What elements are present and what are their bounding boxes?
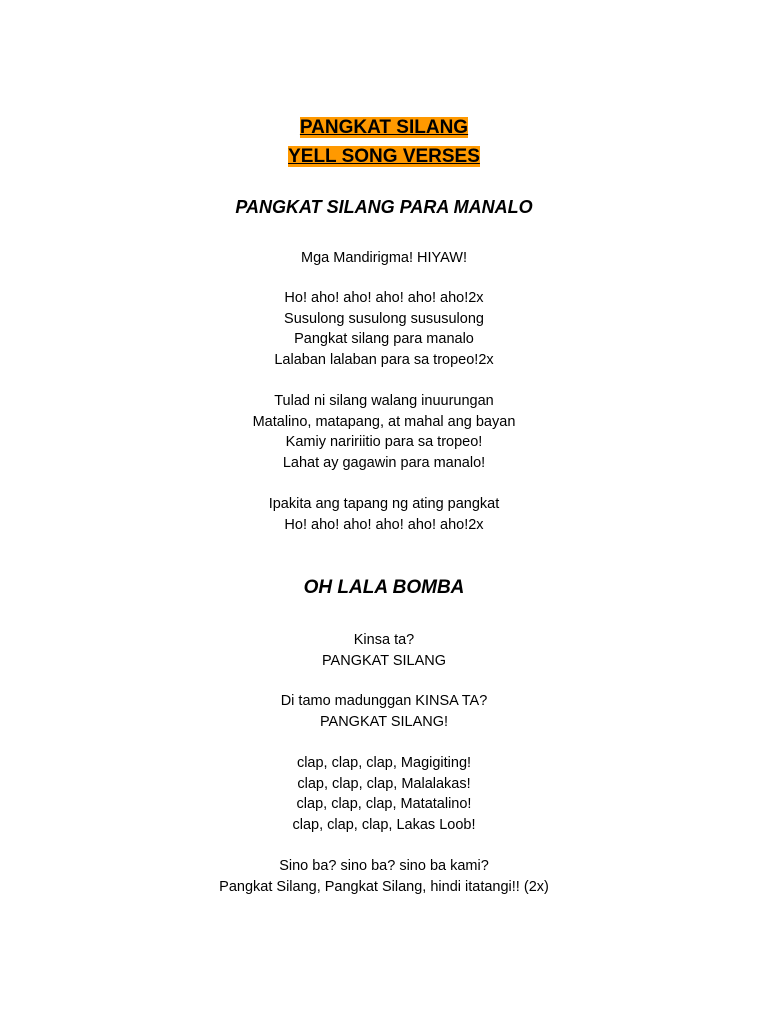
verse-line: Tulad ni silang walang inuurungan bbox=[274, 393, 494, 409]
verse-line: Lalaban lalaban para sa tropeo!2x bbox=[274, 351, 494, 368]
verse-line: Ho! aho! aho! aho! aho! aho!2x bbox=[284, 290, 484, 306]
verse-line: Di tamo madunggan KINSA TA? bbox=[280, 693, 488, 709]
stanza bbox=[0, 691, 768, 732]
verse-line: Ho! aho! aho! aho! aho! aho!2x bbox=[284, 516, 484, 533]
verse-line: clap, clap, clap, Malalakas! bbox=[297, 775, 471, 792]
stanza bbox=[0, 494, 768, 535]
title-line-1: PANGKAT SILANG bbox=[299, 117, 469, 138]
verse-line: PANGKAT SILANG! bbox=[319, 713, 449, 730]
stanza bbox=[0, 248, 768, 269]
verse-line: clap, clap, clap, Lakas Loob! bbox=[292, 816, 476, 833]
section-heading-oh-lala-bomba: OH LALA BOMBA bbox=[303, 577, 465, 598]
verse-line: Sino ba? sino ba? sino ba kami? bbox=[279, 858, 489, 874]
stanza bbox=[0, 753, 768, 835]
verse-line: clap, clap, clap, Magigiting! bbox=[296, 755, 472, 771]
section-heading-pangkat-silang-para-manalo: PANGKAT SILANG PARA MANALO bbox=[235, 197, 533, 217]
verse-line: Lahat ay gagawin para manalo! bbox=[282, 454, 486, 471]
verse-line: Pangkat silang para manalo bbox=[294, 331, 474, 347]
verse-line: clap, clap, clap, Matatalino! bbox=[296, 796, 472, 812]
verse-line: Ipakita ang tapang ng ating pangkat bbox=[268, 496, 500, 512]
verse-line: Pangkat Silang, Pangkat Silang, hindi itatangi!! (2x) bbox=[219, 878, 549, 895]
document-title bbox=[0, 113, 768, 171]
verse-line: Mga Mandirigma! HIYAW! bbox=[301, 250, 467, 266]
stanza bbox=[0, 391, 768, 473]
stanza bbox=[0, 630, 768, 671]
verse-line: Kamiy naririitio para sa tropeo! bbox=[285, 434, 483, 450]
verse-line: Matalino, matapang, at mahal ang bayan bbox=[252, 413, 516, 430]
stanza bbox=[0, 856, 768, 897]
verse-line: PANGKAT SILANG bbox=[321, 652, 447, 669]
verse-line: Kinsa ta? bbox=[353, 632, 415, 648]
title-line-2: YELL SONG VERSES bbox=[288, 146, 480, 167]
stanza bbox=[0, 288, 768, 370]
verse-line: Susulong susulong sususulong bbox=[284, 310, 484, 327]
